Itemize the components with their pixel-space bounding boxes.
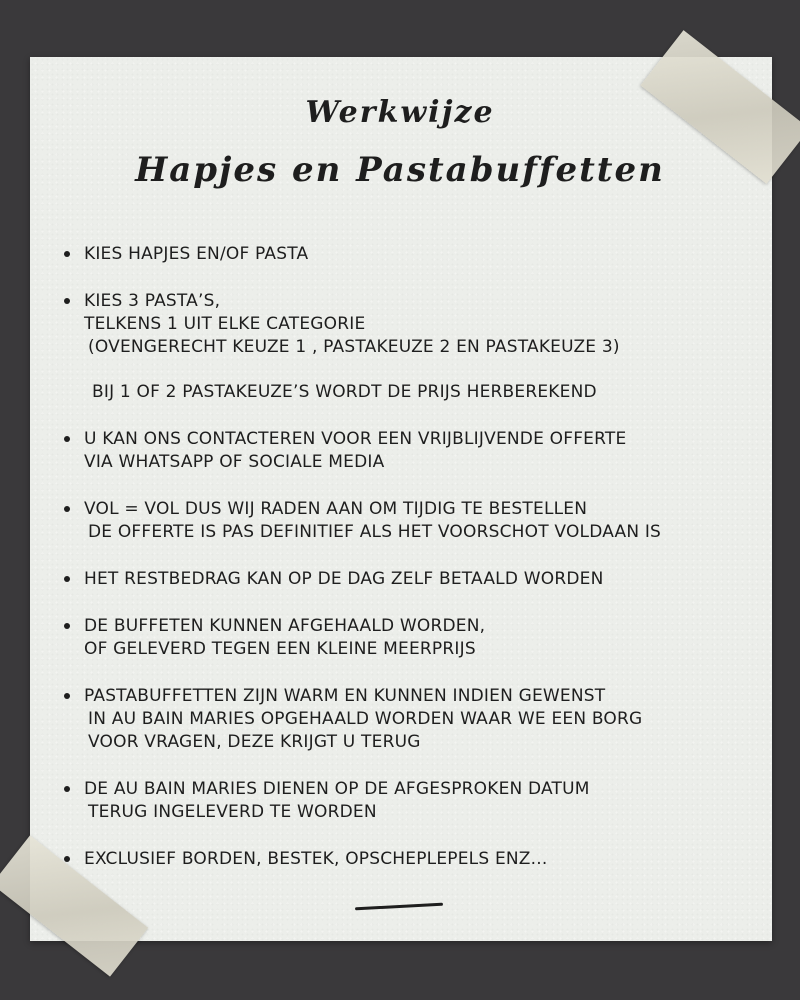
item-line: VOOR VRAGEN, DEZE KRIJGT U TERUG: [88, 732, 421, 752]
item-line: VIA WHATSAPP OF SOCIALE MEDIA: [84, 452, 385, 472]
list-item: [58, 685, 768, 754]
list-item: [58, 848, 768, 871]
list-item-note: [58, 381, 768, 404]
title-line-2: Hapjes en Pastabuffetten: [135, 150, 665, 190]
bullet-icon: [64, 693, 70, 699]
bullet-icon: [64, 251, 70, 257]
item-line: PASTABUFFETTEN ZIJN WARM EN KUNNEN INDIEN GEWENST: [84, 686, 606, 706]
list-item: [58, 568, 768, 591]
list-item: [58, 290, 768, 359]
item-line: KIES HAPJES EN/OF PASTA: [84, 244, 309, 264]
item-line: DE BUFFETEN KUNNEN AFGEHAALD WORDEN,: [84, 616, 486, 636]
list-item: [58, 615, 768, 661]
item-line: HET RESTBEDRAG KAN OP DE DAG ZELF BETAALD WORDEN: [84, 569, 604, 589]
bullet-icon: [64, 786, 70, 792]
item-line: OF GELEVERD TEGEN EEN KLEINE MEERPRIJS: [84, 639, 476, 659]
item-line: DE OFFERTE IS PAS DEFINITIEF ALS HET VOORSCHOT VOLDAAN IS: [88, 522, 662, 542]
item-line: DE AU BAIN MARIES DIENEN OP DE AFGESPROKEN DATUM: [84, 779, 590, 799]
item-line: KIES 3 PASTA’S,: [84, 291, 221, 311]
bullet-icon: [64, 623, 70, 629]
item-line: (OVENGERECHT KEUZE 1 , PASTAKEUZE 2 EN PASTAKEUZE 3): [88, 337, 620, 357]
item-line: VOL = VOL DUS WIJ RADEN AAN OM TIJDIG TE BESTELLEN: [84, 499, 588, 519]
instruction-list: [58, 243, 768, 871]
item-line: U KAN ONS CONTACTEREN VOOR EEN VRIJBLIJVENDE OFFERTE: [84, 429, 627, 449]
title-line-1: Werkwijze: [305, 95, 495, 130]
item-line: EXCLUSIEF BORDEN, BESTEK, OPSCHEPLEPELS ENZ...: [84, 849, 548, 869]
list-item: [58, 243, 768, 266]
bullet-icon: [64, 506, 70, 512]
bullet-icon: [64, 436, 70, 442]
list-item: [58, 498, 768, 544]
item-line: TERUG INGELEVERD TE WORDEN: [88, 802, 377, 822]
bullet-icon: [64, 298, 70, 304]
item-line: BIJ 1 OF 2 PASTAKEUZE’S WORDT DE PRIJS HERBEREKEND: [92, 382, 597, 402]
bullet-icon: [64, 576, 70, 582]
item-line: IN AU BAIN MARIES OPGEHAALD WORDEN WAAR WE EEN BORG: [88, 709, 643, 729]
bullet-icon: [64, 856, 70, 862]
item-line: TELKENS 1 UIT ELKE CATEGORIE: [84, 314, 366, 334]
list-item: [58, 778, 768, 824]
list-item: [58, 428, 768, 474]
